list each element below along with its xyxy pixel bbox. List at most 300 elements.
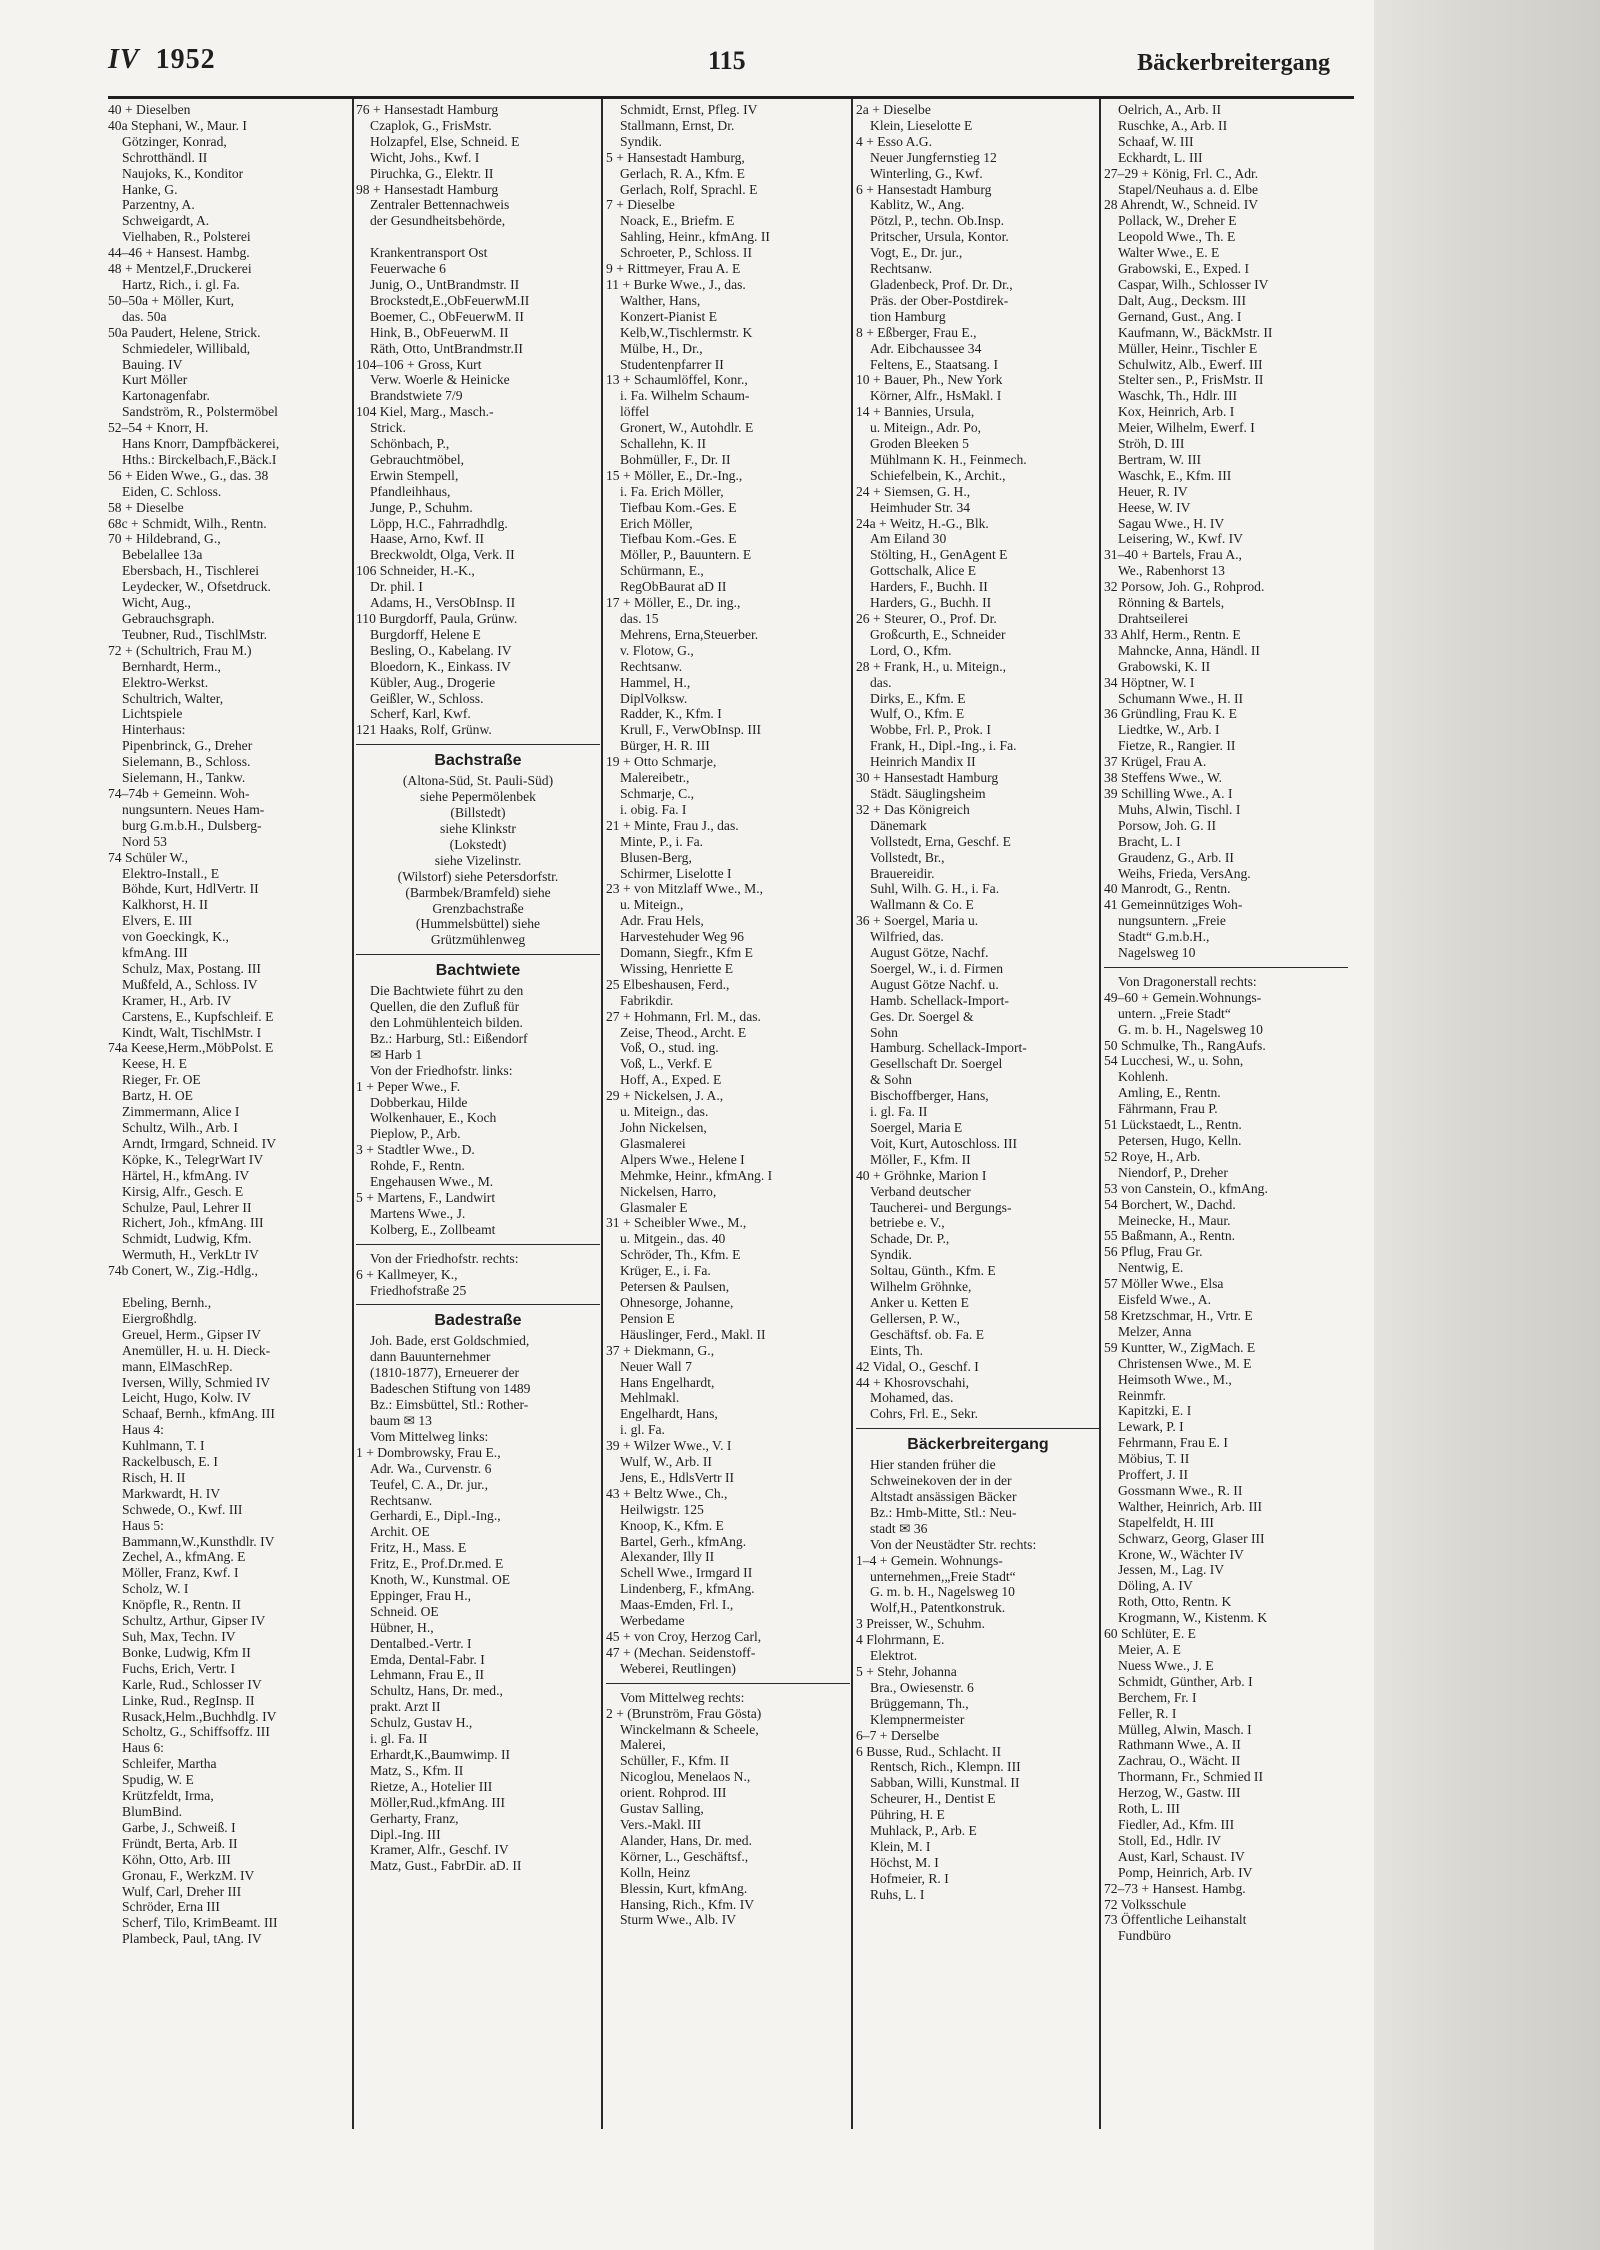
directory-entry: Gladenbeck, Prof. Dr. Dr., bbox=[870, 276, 1013, 292]
directory-entry: 74–74b + Gemeinn. Woh- bbox=[108, 785, 250, 801]
directory-entry: Ebeling, Bernh., bbox=[122, 1294, 212, 1310]
directory-entry: Soergel, W., i. d. Firmen bbox=[870, 960, 1004, 976]
directory-entry: Bürger, H. R. III bbox=[620, 738, 710, 754]
directory-entry: Döling, A. IV bbox=[1118, 1578, 1193, 1594]
directory-entry: Soltau, Günth., Kfm. E bbox=[870, 1263, 996, 1279]
directory-entry: Alexander, Illy II bbox=[620, 1549, 715, 1565]
directory-entry: 26 + Steurer, O., Prof. Dr. bbox=[856, 611, 997, 626]
directory-entry: Gustav Salling, bbox=[620, 1801, 704, 1817]
directory-entry: 5 + Stehr, Johanna bbox=[856, 1664, 957, 1679]
directory-entry: Engelhardt, Hans, bbox=[620, 1406, 718, 1422]
directory-entry: Kurt Möller bbox=[122, 372, 188, 388]
directory-entry: Weberei, Reutlingen) bbox=[620, 1660, 736, 1676]
directory-entry: Hinterhaus: bbox=[122, 722, 186, 738]
directory-entry: Leicht, Hugo, Kolw. IV bbox=[122, 1390, 251, 1406]
directory-entry: Schmidt, Ludwig, Kfm. bbox=[122, 1231, 252, 1247]
directory-entry: Jens, E., HdlsVertr II bbox=[620, 1469, 735, 1485]
directory-entry: Bracht, L. I bbox=[1118, 833, 1181, 849]
directory-entry: Rechtsanw. bbox=[370, 1492, 433, 1508]
street-note: Grützmühlenweg bbox=[430, 932, 526, 948]
directory-entry: Stapel/Neuhaus a. d. Elbe bbox=[1118, 181, 1259, 197]
directory-entry: 25 Elbeshausen, Ferd., bbox=[606, 976, 730, 992]
directory-entry: Waschk, E., Kfm. III bbox=[1118, 467, 1232, 483]
directory-entry: Konzert-Pianist E bbox=[620, 308, 718, 324]
directory-entry: Gellersen, P. W., bbox=[870, 1310, 960, 1326]
directory-entry: Besling, O., Kabelang. IV bbox=[370, 642, 512, 658]
directory-entry: Pipenbrinck, G., Dreher bbox=[122, 738, 253, 754]
street-heading: Bachstraße bbox=[434, 752, 522, 770]
directory-entry: dann Bauunternehmer bbox=[370, 1349, 491, 1365]
directory-entry: Kapitzki, E. I bbox=[1118, 1403, 1192, 1419]
directory-entry: 43 + Beltz Wwe., Ch., bbox=[606, 1485, 728, 1501]
directory-entry: 27 + Hohmann, Frl. M., das. bbox=[606, 1008, 761, 1024]
directory-entry: Domann, Siegfr., Kfm E bbox=[620, 945, 753, 961]
directory-entry: Schultz, Hans, Dr. med., bbox=[370, 1683, 503, 1699]
section-rule bbox=[356, 1244, 600, 1245]
directory-entry: 45 + von Croy, Herzog Carl, bbox=[606, 1629, 762, 1644]
directory-entry: Möller,Rud.,kfmAng. III bbox=[370, 1794, 505, 1810]
directory-entry: 57 Möller Wwe., Elsa bbox=[1104, 1276, 1224, 1292]
directory-entry: Markwardt, H. IV bbox=[122, 1485, 221, 1501]
directory-entry: Stapelfeldt, H. III bbox=[1118, 1514, 1214, 1530]
street-note: (Barmbek/Bramfeld) siehe bbox=[405, 884, 551, 900]
street-note: (Hummelsbüttel) siehe bbox=[415, 916, 541, 932]
directory-entry: 52–54 + Knorr, H. bbox=[108, 420, 209, 436]
directory-entry: Friedhofstraße 25 bbox=[370, 1282, 467, 1298]
directory-entry: Stölting, H., GenAgent E bbox=[870, 547, 1008, 563]
directory-entry: Knoop, K., Kfm. E bbox=[620, 1517, 724, 1533]
directory-entry: Scherf, Karl, Kwf. bbox=[370, 706, 471, 722]
directory-entry: Porsow, Joh. G. II bbox=[1118, 817, 1217, 833]
directory-entry: Mehrens, Erna,Steuerber. bbox=[620, 626, 759, 642]
directory-entry: Dipl.-Ing. III bbox=[370, 1826, 441, 1842]
directory-entry: Feller, R. I bbox=[1118, 1705, 1177, 1721]
directory-entry: Wulf, Carl, Dreher III bbox=[122, 1883, 242, 1899]
directory-entry: Schulz, Gustav H., bbox=[370, 1715, 473, 1731]
directory-entry: Pomp, Heinrich, Arb. IV bbox=[1118, 1864, 1253, 1880]
directory-entry: u. Miteign., das. bbox=[620, 1104, 709, 1120]
directory-entry: Rieger, Fr. OE bbox=[122, 1072, 201, 1088]
directory-entry: Wermuth, H., VerkLtr IV bbox=[122, 1247, 259, 1263]
directory-entry: Dobberkau, Hilde bbox=[370, 1094, 468, 1110]
directory-entry: Syndik. bbox=[620, 133, 662, 149]
directory-entry: Feltens, E., Staatsang. I bbox=[870, 356, 998, 372]
directory-entry: Räth, Otto, UntBrandmstr.II bbox=[370, 340, 523, 356]
directory-entry: Von der Friedhofstr. links: bbox=[370, 1062, 513, 1078]
directory-entry: Bonke, Ludwig, Kfm II bbox=[122, 1644, 251, 1660]
directory-entry: u. Mitgein., das. 40 bbox=[620, 1231, 726, 1247]
directory-entry: Kolln, Heinz bbox=[620, 1864, 691, 1880]
directory-entry: Fritz, E., Prof.Dr.med. E bbox=[370, 1556, 504, 1572]
directory-entry: Pollack, W., Dreher E bbox=[1118, 213, 1237, 229]
page-header bbox=[108, 44, 1330, 86]
directory-entry: Sturm Wwe., Alb. IV bbox=[620, 1912, 737, 1928]
directory-entry: Rackelbusch, E. I bbox=[122, 1454, 218, 1470]
directory-entry: u. Miteign., bbox=[620, 897, 684, 913]
directory-entry: Kramer, Alfr., Geschf. IV bbox=[370, 1842, 509, 1858]
directory-entry: Löpp, H.C., Fahrradhdlg. bbox=[370, 515, 508, 531]
directory-entry: Heilwigstr. 125 bbox=[620, 1501, 704, 1517]
directory-entry: Wulf, W., Arb. II bbox=[620, 1454, 712, 1470]
directory-entry: Schweinekoven der in der bbox=[870, 1473, 1012, 1489]
section-rule bbox=[356, 744, 600, 745]
directory-entry: 32 + Das Königreich bbox=[856, 801, 970, 817]
directory-column-2 bbox=[356, 102, 600, 2130]
directory-entry: Vogt, E., Dr. jur., bbox=[870, 245, 963, 261]
directory-entry: Wobbe, Frl. P., Prok. I bbox=[870, 722, 991, 738]
directory-entry: Schneid. OE bbox=[370, 1603, 439, 1619]
directory-entry: Nicoglou, Menelaos N., bbox=[620, 1769, 751, 1785]
directory-entry: G. m. b. H., Nagelsweg 10 bbox=[1118, 1021, 1263, 1037]
directory-entry: Ebersbach, H., Tischlerei bbox=[122, 563, 260, 579]
directory-entry: 110 Burgdorff, Paula, Grünw. bbox=[356, 611, 518, 626]
directory-entry: Archit. OE bbox=[370, 1524, 430, 1540]
directory-entry: Dentalbed.-Vertr. I bbox=[370, 1635, 472, 1651]
directory-entry: Rathmann Wwe., A. II bbox=[1118, 1737, 1241, 1753]
directory-entry: Adr. Frau Hels, bbox=[620, 913, 704, 929]
directory-entry: 13 + Schaumlöffel, Konr., bbox=[606, 372, 748, 388]
directory-entry: Müller, Heinr., Tischler E bbox=[1118, 340, 1258, 356]
directory-entry: Adr. Eibchaussee 34 bbox=[870, 340, 982, 356]
directory-entry: Haus 4: bbox=[122, 1422, 164, 1438]
directory-entry: Kalkhorst, H. II bbox=[122, 897, 209, 913]
directory-entry: Wolkenhauer, E., Koch bbox=[370, 1110, 497, 1126]
directory-entry: Schwede, O., Kwf. III bbox=[122, 1501, 243, 1517]
directory-entry: Teubner, Rud., TischlMstr. bbox=[122, 626, 268, 642]
directory-entry: Berchem, Fr. I bbox=[1118, 1689, 1197, 1705]
directory-entry: 121 Haaks, Rolf, Grünw. bbox=[356, 722, 492, 738]
directory-entry: Studentenpfarrer II bbox=[620, 356, 724, 372]
directory-entry: Wilfried, das. bbox=[870, 929, 944, 945]
directory-entry: Sahling, Heinr., kfmAng. II bbox=[620, 229, 770, 245]
directory-entry: Malerei, bbox=[620, 1737, 666, 1753]
directory-entry: Voit, Kurt, Autoschloss. III bbox=[870, 1135, 1018, 1151]
directory-entry: Martens Wwe., J. bbox=[370, 1205, 466, 1221]
directory-entry: Lehmann, Frau E., II bbox=[370, 1667, 485, 1683]
directory-entry: 73 Öffentliche Leihanstalt bbox=[1104, 1912, 1247, 1928]
street-note: (Billstedt) bbox=[450, 805, 506, 821]
directory-entry: We., Rabenhorst 13 bbox=[1118, 563, 1225, 579]
directory-entry: 3 Preisser, W., Schuhm. bbox=[856, 1616, 985, 1632]
directory-entry: 72–73 + Hansest. Hambg. bbox=[1104, 1880, 1246, 1896]
directory-entry: 14 + Bannies, Ursula, bbox=[856, 404, 975, 420]
directory-column-4 bbox=[856, 102, 1100, 2130]
directory-entry: Schaaf, Bernh., kfmAng. III bbox=[122, 1406, 275, 1422]
street-note: siehe Pepermölenbek bbox=[420, 789, 536, 805]
directory-entry: Schrotthändl. II bbox=[122, 149, 208, 165]
directory-entry: Muhlack, P., Arb. E bbox=[870, 1823, 977, 1839]
directory-entry: Frank, H., Dipl.-Ing., i. Fa. bbox=[870, 738, 1017, 754]
directory-entry: Badeschen Stiftung von 1489 bbox=[370, 1381, 531, 1397]
directory-entry: Malereibetr., bbox=[620, 770, 690, 786]
directory-entry: Fabrikdir. bbox=[620, 992, 674, 1008]
directory-entry: 41 Gemeinnütziges Woh- bbox=[1104, 897, 1243, 913]
directory-entry: Eisfeld Wwe., A. bbox=[1118, 1292, 1211, 1308]
directory-entry: Czaplok, G., FrisMstr. bbox=[370, 117, 492, 133]
directory-entry: Drahtseilerei bbox=[1118, 611, 1189, 626]
directory-entry: 106 Schneider, H.-K., bbox=[356, 563, 475, 579]
directory-entry: Harders, G., Buchh. II bbox=[870, 595, 992, 611]
directory-entry: Kindt, Walt, TischlMstr. I bbox=[122, 1024, 262, 1040]
directory-entry: Walther, Heinrich, Arb. III bbox=[1118, 1498, 1263, 1514]
directory-entry: 34 Höptner, W. I bbox=[1104, 674, 1195, 690]
directory-entry: Sandström, R., Polstermöbel bbox=[122, 404, 278, 420]
directory-entry: Elektrot. bbox=[870, 1648, 918, 1664]
directory-entry: 40a Stephani, W., Maur. I bbox=[108, 117, 247, 133]
directory-entry: Waschk, Th., Hdlr. III bbox=[1118, 388, 1238, 404]
directory-entry: 74 Schüler W., bbox=[108, 849, 189, 865]
directory-entry: Hammel, H., bbox=[620, 674, 691, 690]
directory-entry: Bebelallee 13a bbox=[122, 547, 203, 563]
directory-entry: 5 + Martens, F., Landwirt bbox=[356, 1190, 496, 1205]
directory-entry: Möller, F., Kfm. II bbox=[870, 1151, 971, 1167]
directory-entry: Krogmann, W., Kistenm. K bbox=[1118, 1610, 1268, 1626]
directory-entry: 56 Pflug, Frau Gr. bbox=[1104, 1244, 1203, 1260]
directory-entry: Ruhs, L. I bbox=[870, 1886, 925, 1902]
directory-entry: 104 Kiel, Marg., Masch.- bbox=[356, 404, 494, 420]
directory-entry: Mehmke, Heinr., kfmAng. I bbox=[620, 1167, 773, 1183]
directory-entry: Vielhaben, R., Polsterei bbox=[122, 229, 251, 245]
directory-entry: Kramer, H., Arb. IV bbox=[122, 992, 232, 1008]
directory-entry: 72 + (Schultrich, Frau M.) bbox=[108, 642, 252, 658]
directory-entry: Fründt, Berta, Arb. II bbox=[122, 1835, 238, 1851]
directory-entry: Schaaf, W. III bbox=[1118, 133, 1194, 149]
directory-entry: Anker u. Ketten E bbox=[870, 1294, 969, 1310]
directory-entry: Vollstedt, Br., bbox=[870, 849, 945, 865]
directory-entry: Kox, Heinrich, Arb. I bbox=[1118, 404, 1235, 420]
directory-entry: Ruschke, A., Arb. II bbox=[1118, 117, 1228, 133]
directory-entry: Junig, O., UntBrandmstr. II bbox=[370, 276, 520, 292]
directory-entry: Tiefbau Kom.-Ges. E bbox=[620, 531, 737, 547]
directory-entry: Fundbüro bbox=[1118, 1928, 1171, 1944]
directory-entry: Harvestehuder Weg 96 bbox=[620, 929, 744, 945]
directory-entry: Walther, Hans, bbox=[620, 292, 701, 308]
directory-entry: i. gl. Fa. bbox=[620, 1422, 665, 1438]
directory-entry: Kolberg, E., Zollbeamt bbox=[370, 1221, 496, 1237]
directory-entry: Greuel, Herm., Gipser IV bbox=[122, 1326, 261, 1342]
directory-entry: Verband deutscher bbox=[870, 1183, 971, 1199]
directory-entry: tion Hamburg bbox=[870, 308, 946, 324]
directory-entry: Gerlach, Rolf, Sprachl. E bbox=[620, 181, 758, 197]
directory-entry: Möbius, T. II bbox=[1118, 1451, 1190, 1467]
directory-entry: Kohlenh. bbox=[1118, 1069, 1169, 1085]
directory-entry: 8 + Eßberger, Frau E., bbox=[856, 324, 977, 340]
directory-entry: 36 Gründling, Frau K. E bbox=[1104, 706, 1237, 722]
street-note: (Lokstedt) bbox=[449, 836, 507, 852]
directory-entry: löffel bbox=[620, 404, 650, 420]
directory-entry: Parzentny, A. bbox=[122, 197, 195, 213]
directory-entry: 2 + (Brunström, Frau Gösta) bbox=[606, 1705, 762, 1721]
directory-entry: 6 + Kallmeyer, K., bbox=[356, 1266, 458, 1282]
directory-entry: Hamb. Schellack-Import- bbox=[870, 992, 1009, 1008]
directory-entry: Sohn bbox=[870, 1024, 898, 1040]
directory-entry: 5 + Hansestadt Hamburg, bbox=[606, 149, 745, 165]
directory-entry: Thormann, Fr., Schmied II bbox=[1118, 1769, 1263, 1785]
directory-entry: Präs. der Ober-Postdirek- bbox=[870, 292, 1009, 308]
directory-entry: Gerharty, Franz, bbox=[370, 1810, 459, 1826]
directory-entry: Noack, E., Briefm. E bbox=[620, 213, 735, 229]
directory-entry: 37 + Diekmann, G., bbox=[606, 1342, 715, 1358]
directory-entry: Pension E bbox=[620, 1310, 675, 1326]
directory-entry: 74a Keese,Herm.,MöbPolst. E bbox=[108, 1040, 274, 1056]
directory-entry: Bischoffberger, Hans, bbox=[870, 1088, 989, 1104]
directory-entry: Lewark, P. I bbox=[1118, 1419, 1184, 1435]
directory-entry: Bartel, Gerh., kfmAng. bbox=[620, 1533, 747, 1549]
directory-entry: 9 + Rittmeyer, Frau A. E bbox=[606, 261, 741, 277]
directory-entry: i. Fa. Erich Möller, bbox=[620, 483, 724, 499]
directory-entry: mann, ElMaschRep. bbox=[122, 1358, 233, 1374]
directory-entry: 1 + Dombrowsky, Frau E., bbox=[356, 1444, 501, 1460]
directory-entry: 48 + Mentzel,F.,Druckerei bbox=[108, 261, 252, 277]
directory-entry: Hanke, G. bbox=[122, 181, 178, 197]
directory-entry: Ströh, D. III bbox=[1118, 436, 1185, 452]
directory-entry: Wicht, Aug., bbox=[122, 595, 191, 611]
directory-entry: Sielemann, B., Schloss. bbox=[122, 754, 251, 770]
directory-entry: stadt ✉ 36 bbox=[870, 1520, 928, 1536]
directory-entry: Feuerwache 6 bbox=[370, 261, 446, 277]
directory-entry: Grabowski, E., Exped. I bbox=[1118, 261, 1249, 277]
directory-entry: Die Bachtwiete führt zu den bbox=[370, 983, 524, 999]
directory-entry: Reinmfr. bbox=[1118, 1387, 1166, 1403]
directory-entry: 29 + Nickelsen, J. A., bbox=[606, 1088, 724, 1104]
directory-entry: Muhs, Alwin, Tischl. I bbox=[1118, 801, 1241, 817]
directory-entry: 15 + Möller, E., Dr.-Ing., bbox=[606, 467, 743, 483]
directory-entry: Krüger, E., i. Fa. bbox=[620, 1263, 711, 1279]
directory-entry: Niendorf, P., Dreher bbox=[1118, 1164, 1228, 1180]
directory-entry: 6 Busse, Rud., Schlacht. II bbox=[856, 1743, 1001, 1759]
directory-entry: Tiefbau Kom.-Ges. E bbox=[620, 499, 737, 515]
directory-entry: Matz, S., Kfm. II bbox=[370, 1762, 464, 1778]
section-rule bbox=[606, 1683, 850, 1684]
directory-entry: nungsuntern. Neues Ham- bbox=[122, 801, 265, 817]
directory-entry: Strick. bbox=[370, 420, 406, 436]
directory-entry: Vollstedt, Erna, Geschf. E bbox=[870, 833, 1011, 849]
directory-entry: unternehmen,„Freie Stadt“ bbox=[870, 1568, 1016, 1584]
directory-entry: Kirsig, Alfr., Gesch. E bbox=[122, 1183, 244, 1199]
directory-entry: Schulwitz, Alb., Ewerf. III bbox=[1118, 356, 1263, 372]
section-rule bbox=[356, 1304, 600, 1305]
column-divider bbox=[352, 99, 354, 2129]
directory-entry: 28 Ahrendt, W., Schneid. IV bbox=[1104, 197, 1259, 213]
directory-entry: Mahncke, Anna, Händl. II bbox=[1118, 642, 1260, 658]
directory-entry: 44–46 + Hansest. Hambg. bbox=[108, 245, 250, 261]
directory-entry: 68c + Schmidt, Wilh., Rentn. bbox=[108, 515, 267, 531]
directory-entry: Caspar, Wilh., Schlosser IV bbox=[1118, 276, 1269, 292]
directory-entry: Wilhelm Gröhnke, bbox=[870, 1279, 972, 1295]
directory-entry: Harders, F., Buchh. II bbox=[870, 579, 988, 595]
directory-entry: Hamburg. Schellack-Import- bbox=[870, 1040, 1027, 1056]
directory-entry: 44 + Khosrovschahi, bbox=[856, 1374, 970, 1390]
directory-entry: Brockstedt,E.,ObFeuerwM.II bbox=[370, 292, 530, 308]
directory-entry: Schwarz, Georg, Glaser III bbox=[1118, 1530, 1265, 1546]
directory-entry: 2a + Dieselbe bbox=[856, 102, 931, 117]
directory-entry: Elvers, E. III bbox=[122, 913, 193, 929]
directory-entry: Adams, H., VersObInsp. II bbox=[370, 595, 516, 611]
directory-entry: Sielemann, H., Tankw. bbox=[122, 770, 246, 786]
directory-entry: Schallehn, K. II bbox=[620, 436, 707, 452]
directory-entry: Heese, W. IV bbox=[1118, 499, 1191, 515]
directory-entry: Syndik. bbox=[870, 1247, 912, 1263]
directory-entry: Fiedler, Ad., Kfm. III bbox=[1118, 1816, 1235, 1832]
directory-entry: Elektro-Werkst. bbox=[122, 674, 209, 690]
directory-entry: Carstens, E., Kupfschleif. E bbox=[122, 1008, 274, 1024]
directory-entry: 6–7 + Derselbe bbox=[856, 1727, 940, 1743]
directory-entry: Adr. Wa., Curvenstr. 6 bbox=[370, 1460, 492, 1476]
directory-entry: 53 von Canstein, O., kfmAng. bbox=[1104, 1180, 1268, 1196]
directory-entry: 58 Kretzschmar, H., Vrtr. E bbox=[1104, 1307, 1253, 1323]
directory-entry: Krützfeldt, Irma, bbox=[122, 1788, 214, 1804]
directory-entry: Petersen & Paulsen, bbox=[620, 1279, 730, 1295]
directory-entry: Klempnermeister bbox=[870, 1711, 965, 1727]
directory-entry: Suhl, Wilh. G. H., i. Fa. bbox=[870, 881, 1000, 897]
directory-entry: Jessen, M., Lag. IV bbox=[1118, 1562, 1225, 1578]
directory-entry: Iversen, Willy, Schmied IV bbox=[122, 1374, 271, 1390]
directory-entry: i. obig. Fa. I bbox=[620, 801, 687, 817]
directory-entry: 50–50a + Möller, Kurt, bbox=[108, 292, 235, 308]
directory-entry: Pötzl, P., techn. Ob.Insp. bbox=[870, 213, 1005, 229]
directory-entry: Dalt, Aug., Decksm. III bbox=[1118, 292, 1246, 308]
directory-entry: Schönbach, P., bbox=[370, 436, 450, 452]
directory-entry: Gossmann Wwe., R. II bbox=[1118, 1482, 1243, 1498]
directory-entry: Häuslinger, Ferd., Makl. II bbox=[620, 1326, 766, 1342]
directory-entry bbox=[356, 229, 600, 245]
directory-entry: August Götze, Nachf. bbox=[870, 945, 989, 961]
directory-entry: John Nickelsen, bbox=[620, 1120, 707, 1135]
directory-entry: 50 Schmulke, Th., RangAufs. bbox=[1104, 1037, 1266, 1053]
directory-entry: Gerhardi, E., Dipl.-Ing., bbox=[370, 1508, 501, 1524]
directory-entry: Walter Wwe., E. E bbox=[1118, 245, 1220, 261]
directory-entry: Schweigardt, A. bbox=[122, 213, 210, 229]
street-running-head: Bäckerbreitergang bbox=[1137, 50, 1330, 76]
directory-entry: Nord 53 bbox=[122, 833, 167, 849]
directory-entry: Amling, E., Rentn. bbox=[1118, 1085, 1221, 1101]
directory-entry: Melzer, Anna bbox=[1118, 1323, 1192, 1339]
directory-entry: Mülbe, H., Dr., bbox=[620, 340, 703, 356]
directory-entry: Schulze, Paul, Lehrer II bbox=[122, 1199, 252, 1215]
directory-entry: Gesellschaft Dr. Soergel bbox=[870, 1056, 1003, 1072]
directory-entry: Heuer, R. IV bbox=[1118, 483, 1188, 499]
directory-entry: Knöpfle, R., Rentn. II bbox=[122, 1597, 241, 1613]
directory-entry: 24a + Weitz, H.-G., Blk. bbox=[856, 515, 989, 531]
directory-entry: Geißler, W., Schloss. bbox=[370, 690, 484, 706]
directory-entry: Wallmann & Co. E bbox=[870, 897, 974, 913]
directory-entry: Alander, Hans, Dr. med. bbox=[620, 1832, 752, 1848]
directory-entry: Christensen Wwe., M. E bbox=[1118, 1355, 1252, 1371]
street-note: (Altona-Süd, St. Pauli-Süd) bbox=[402, 773, 554, 789]
directory-entry: 52 Roye, H., Arb. bbox=[1104, 1148, 1201, 1164]
directory-entry: Eppinger, Frau H., bbox=[370, 1587, 472, 1603]
directory-entry: Quellen, die den Zufluß für bbox=[370, 999, 520, 1015]
directory-entry: Engehausen Wwe., M. bbox=[370, 1174, 494, 1190]
directory-entry: Eckhardt, L. III bbox=[1118, 149, 1203, 165]
directory-entry: Von Dragonerstall rechts: bbox=[1118, 973, 1257, 989]
directory-entry: Kuhlmann, T. I bbox=[122, 1438, 205, 1454]
directory-entry: 50a Paudert, Helene, Strick. bbox=[108, 324, 261, 340]
section-rule bbox=[1104, 967, 1348, 968]
directory-entry: Schulz, Max, Postang. III bbox=[122, 960, 261, 976]
directory-entry: Stadt“ G.m.b.H., bbox=[1118, 929, 1210, 945]
directory-entry: Gerlach, R. A., Kfm. E bbox=[620, 165, 745, 181]
directory-entry: Köhn, Otto, Arb. III bbox=[122, 1851, 231, 1867]
directory-entry: 24 + Siemsen, G. H., bbox=[856, 483, 971, 499]
directory-entry: Risch, H. II bbox=[122, 1469, 186, 1485]
directory-entry: das. bbox=[870, 674, 892, 690]
directory-entry: Mohamed, das. bbox=[870, 1390, 954, 1406]
directory-entry: Haase, Arno, Kwf. II bbox=[370, 531, 484, 547]
directory-entry: Wolf,H., Patentkonstruk. bbox=[870, 1600, 1006, 1616]
directory-entry: Emda, Dental-Fabr. I bbox=[370, 1651, 485, 1667]
directory-entry: RegObBaurat aD II bbox=[620, 579, 727, 595]
